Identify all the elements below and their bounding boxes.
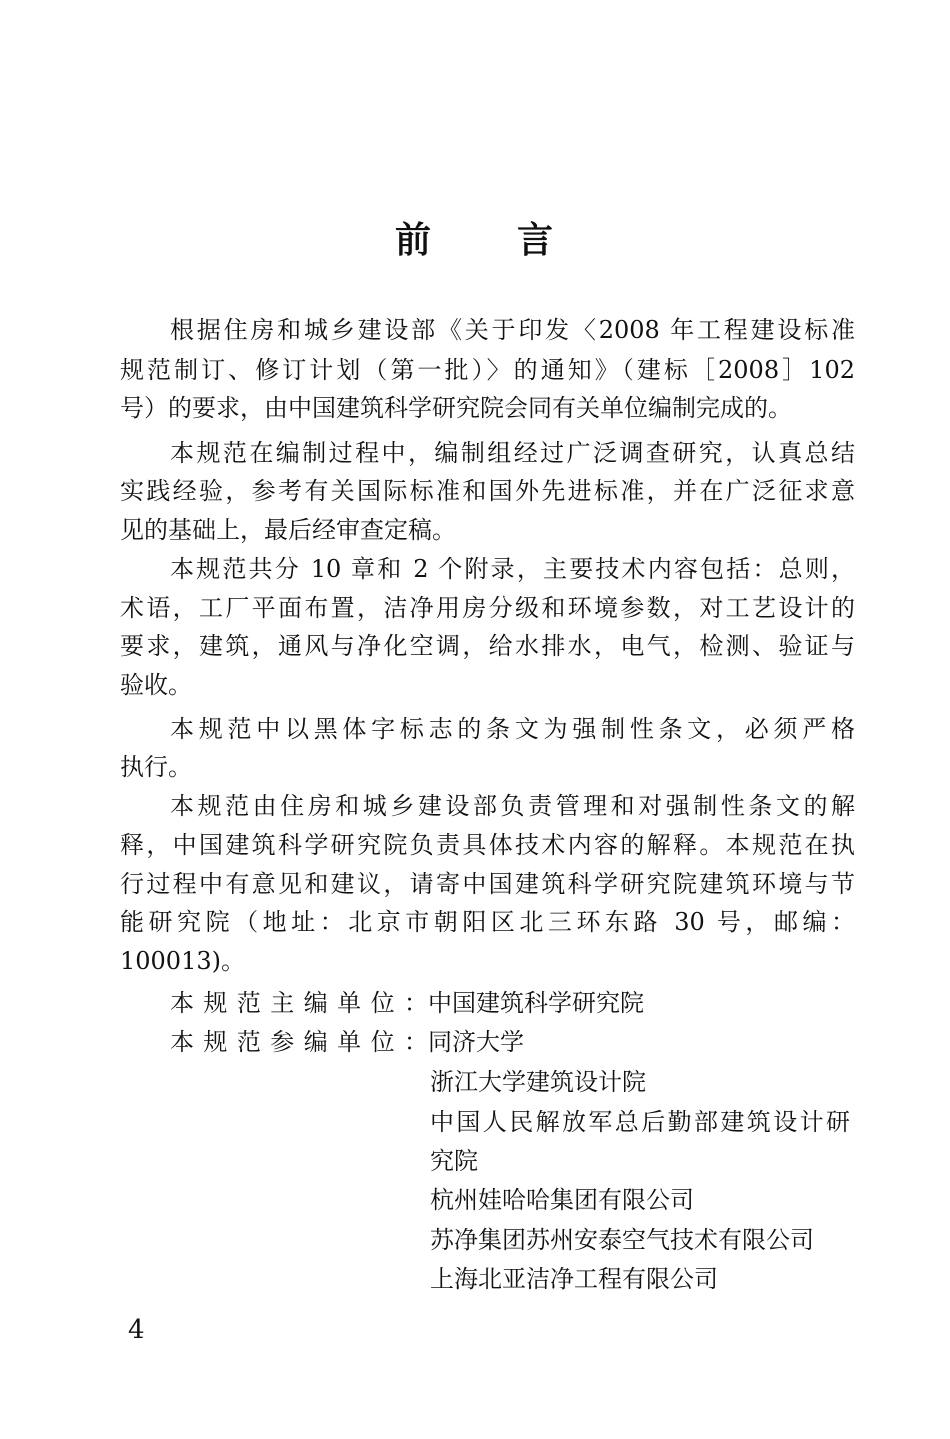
- participant-org: 中国人民解放军总后勤部建筑设计研: [430, 1108, 850, 1136]
- text-line: 实践经验，参考有关国际标准和国外先进标准，并在广泛征求意: [120, 477, 855, 505]
- text-line: 释，中国建筑科学研究院负责具体技术内容的解释。本规范在执: [120, 831, 855, 859]
- participant-org: 同济大学: [428, 1028, 524, 1056]
- text-line: 本规范在编制过程中，编制组经过广泛调查研究，认真总结: [170, 439, 855, 467]
- text-line: 根据住房和城乡建设部《关于印发〈2008 年工程建设标准: [170, 316, 855, 344]
- chief-editor-row: [170, 988, 644, 1018]
- text-line: 本规范共分 10 章和 2 个附录，主要技术内容包括：总则，: [170, 555, 855, 583]
- participant-org: 究院: [430, 1147, 478, 1175]
- participant-org: 苏净集团苏州安泰空气技术有限公司: [430, 1226, 814, 1254]
- text-line: 本规范由住房和城乡建设部负责管理和对强制性条文的解: [170, 792, 855, 820]
- participant-org: 浙江大学建筑设计院: [430, 1068, 646, 1096]
- title-char: 言: [517, 219, 556, 261]
- participant-org: 杭州娃哈哈集团有限公司: [430, 1186, 694, 1214]
- chief-label: 本规范主编单位：: [170, 989, 428, 1017]
- text-line: 号）的要求，由中国建筑科学研究院会同有关单位编制完成的。: [120, 394, 792, 422]
- text-line: 见的基础上，最后经审查定稿。: [120, 516, 456, 544]
- participant-org: 上海北亚洁净工程有限公司: [430, 1265, 718, 1293]
- text-line: 要求，建筑，通风与净化空调，给水排水，电气，检测、验证与: [120, 632, 855, 660]
- title-char: 前: [394, 219, 433, 261]
- page-number: 4: [128, 1315, 145, 1345]
- text-line: 100013)。: [120, 947, 245, 975]
- page-title: [0, 212, 950, 263]
- participant-label: 本规范参编单位：: [170, 1028, 428, 1056]
- text-line: 能研究院（地址：北京市朝阳区北三环东路 30 号，邮编：: [120, 908, 855, 936]
- participant-row: [170, 1027, 524, 1057]
- text-line: 验收。: [120, 671, 192, 699]
- text-line: 规范制订、修订计划（第一批）〉的通知》（建标［2008］102: [120, 356, 855, 384]
- text-line: 执行。: [120, 753, 192, 781]
- chief-org: 中国建筑科学研究院: [428, 989, 644, 1017]
- text-line: 本规范中以黑体字标志的条文为强制性条文，必须严格: [170, 715, 855, 743]
- text-line: 术语，工厂平面布置，洁净用房分级和环境参数，对工艺设计的: [120, 594, 855, 622]
- text-line: 行过程中有意见和建议，请寄中国建筑科学研究院建筑环境与节: [120, 870, 855, 898]
